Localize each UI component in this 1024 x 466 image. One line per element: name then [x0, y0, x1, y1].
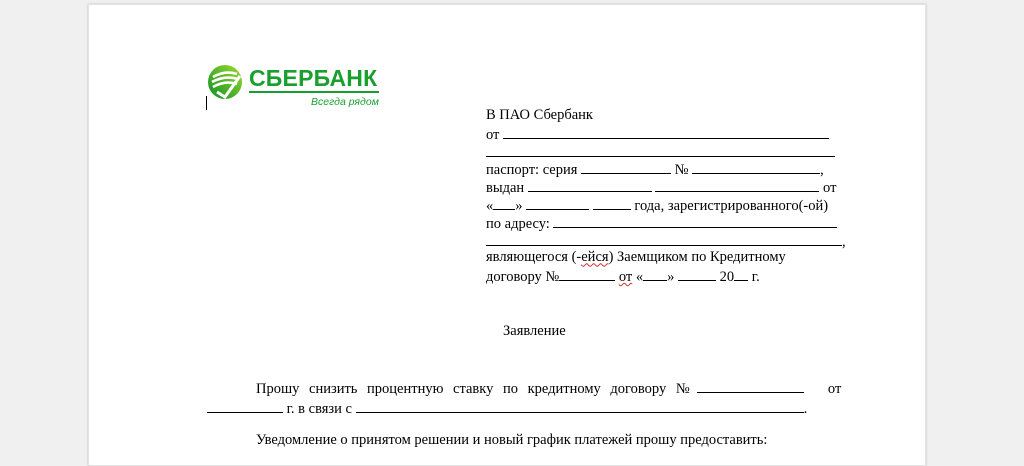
- addressee-line: [486, 107, 851, 125]
- from-blank-2[interactable]: [486, 143, 835, 157]
- passport-series-blank[interactable]: [581, 160, 671, 174]
- issued-from-label: от: [823, 180, 837, 197]
- number-sign: №: [674, 162, 689, 179]
- from-label: от: [486, 126, 500, 143]
- addressee-block[interactable]: [486, 107, 851, 285]
- contract-year-prefix: 20: [719, 269, 735, 286]
- address-label: по адресу:: [486, 215, 550, 232]
- passport-label: паспорт: серия: [486, 162, 578, 179]
- address-blank[interactable]: [553, 214, 837, 228]
- date-blank[interactable]: [207, 399, 283, 413]
- text-cursor: [206, 96, 207, 110]
- month-blank[interactable]: [526, 196, 589, 210]
- issued-label: выдан: [486, 180, 525, 197]
- contract-line: [486, 267, 851, 285]
- issued-date-line: [486, 196, 851, 214]
- reason-end: .: [803, 401, 808, 417]
- issued-by-blank[interactable]: [528, 178, 652, 192]
- document-title: Заявление: [503, 323, 566, 339]
- request-from-label: от: [827, 381, 842, 397]
- reason-prefix: г. в связи с: [286, 401, 352, 417]
- issued-line: [486, 178, 851, 196]
- from-line: [486, 125, 851, 143]
- contract-date-close: »: [667, 269, 675, 286]
- contract-day-blank[interactable]: [643, 267, 667, 281]
- from-blank[interactable]: [503, 125, 829, 139]
- contract-label: договору №: [486, 269, 560, 286]
- request-paragraph-line-1[interactable]: [207, 379, 867, 398]
- address-line-2: ,: [486, 232, 851, 250]
- borrower-line: [486, 249, 851, 267]
- passport-number-blank[interactable]: [692, 160, 820, 174]
- date-open-quote: «: [486, 197, 494, 214]
- notification-text: Уведомление о принятом решении и новый график платежей прошу предоставить:: [256, 432, 768, 448]
- issued-by-blank-2[interactable]: [655, 178, 819, 192]
- address-line: [486, 214, 851, 232]
- sberbank-emblem-icon: [207, 64, 243, 100]
- passport-line: паспорт: серия № ,: [486, 162, 824, 179]
- borrower-rest: ) Заемщиком по Кредитному: [608, 249, 786, 266]
- contract-month-blank[interactable]: [678, 267, 716, 281]
- logo-name: СБЕРБАНК: [249, 65, 378, 91]
- contract-date-open: «: [635, 269, 644, 286]
- address-blank-2[interactable]: [486, 232, 842, 246]
- addressee: В ПАО Сбербанк: [486, 107, 593, 123]
- contract-ref-blank[interactable]: [697, 379, 804, 393]
- date-close-quote: »: [515, 197, 523, 214]
- year-blank[interactable]: [593, 196, 631, 210]
- contract-from-label: от: [618, 269, 633, 286]
- reason-blank[interactable]: [356, 399, 804, 413]
- borrower-suffix: ейся: [581, 249, 609, 266]
- request-text: Прошу снизить процентную ставку по кредитному договору №: [256, 381, 690, 397]
- document-page: [88, 4, 926, 466]
- year-registered-label: года, зарегистрированного(-ой): [634, 197, 829, 214]
- blank-line: [486, 143, 851, 161]
- contract-year-suffix: г.: [751, 269, 760, 286]
- borrower-prefix: являющегося (-: [486, 249, 582, 266]
- contract-year-blank[interactable]: [734, 267, 748, 281]
- notification-line[interactable]: [207, 432, 867, 449]
- day-blank[interactable]: [493, 196, 515, 210]
- logo-rule: [249, 91, 379, 93]
- request-paragraph-line-2[interactable]: [207, 399, 867, 418]
- contract-number-blank[interactable]: [559, 267, 615, 281]
- logo-tagline: Всегда рядом: [311, 96, 379, 108]
